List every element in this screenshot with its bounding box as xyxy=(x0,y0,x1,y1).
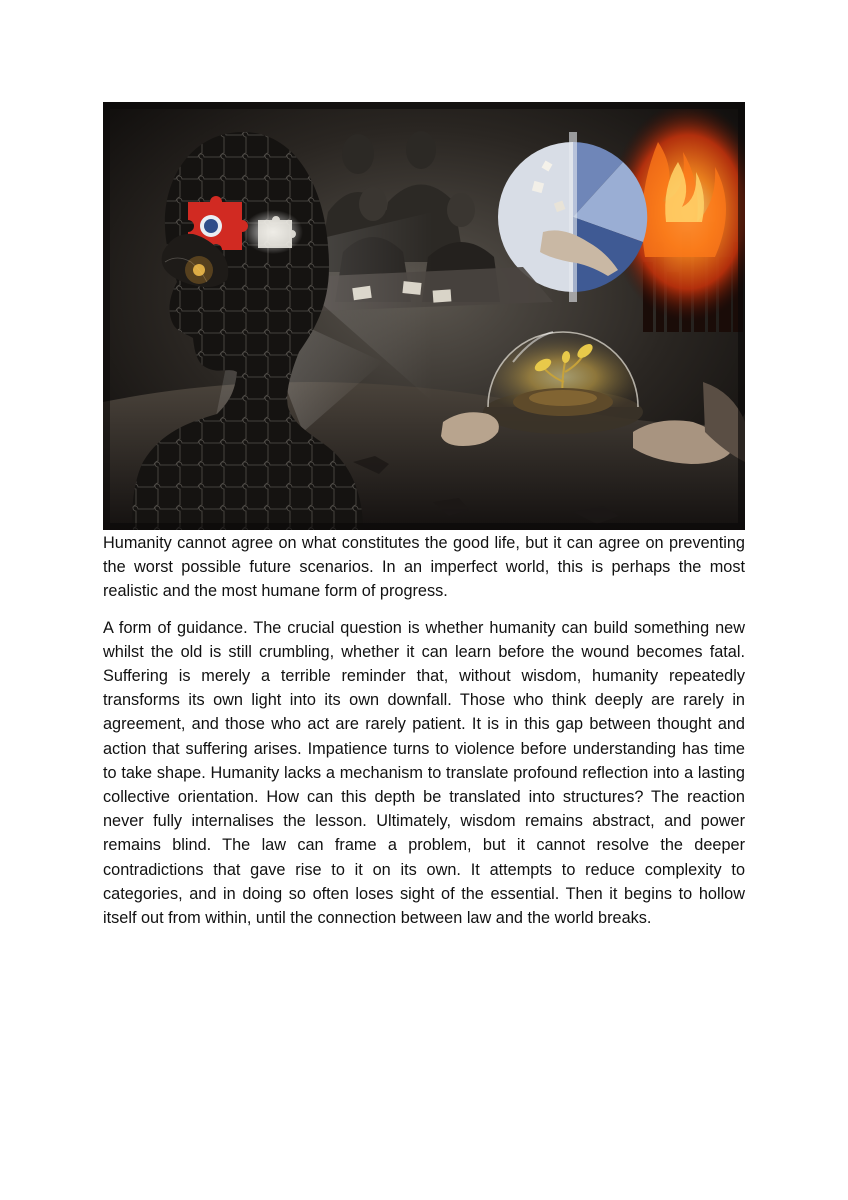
illustration-image xyxy=(103,102,745,530)
illustration-svg xyxy=(103,102,745,530)
paragraph-2: A form of guidance. The crucial question is whether humanity can build something new whilst the old is still crumbling, whether it can learn before the wound becomes fatal. Suffering is merely a terrible reminder that, without wisdom, humanity repeatedly transforms its own light into its own downfall. Those who think deeply are rarely in agreement, and those who act are rarely patient. It is in this gap between thought and action that suffering arises. Impatience turns to violence before understanding has time to take shape. Humanity lacks a mechanism to translate profound reflection into a lasting collective orientation. How can this depth be translated into structures? The reaction never fully internalises the lesson. Ultimately, wisdom remains abstract, and power remains blind. The law can frame a problem, but it cannot resolve the deeper contradictions that gave rise to it on its own. It attempts to reduce complexity to categories, and in doing so often loses sight of the essential. Then it begins to hollow itself out from within, until the connection between law and the world breaks. xyxy=(103,618,745,928)
paragraph-1: Humanity cannot agree on what constitutes the good life, but it can agree on preventing the worst possible future scenarios. In an imperfect world, this is perhaps the most realistic and the most humane form of progress. xyxy=(103,534,745,601)
body-text xyxy=(103,531,745,930)
